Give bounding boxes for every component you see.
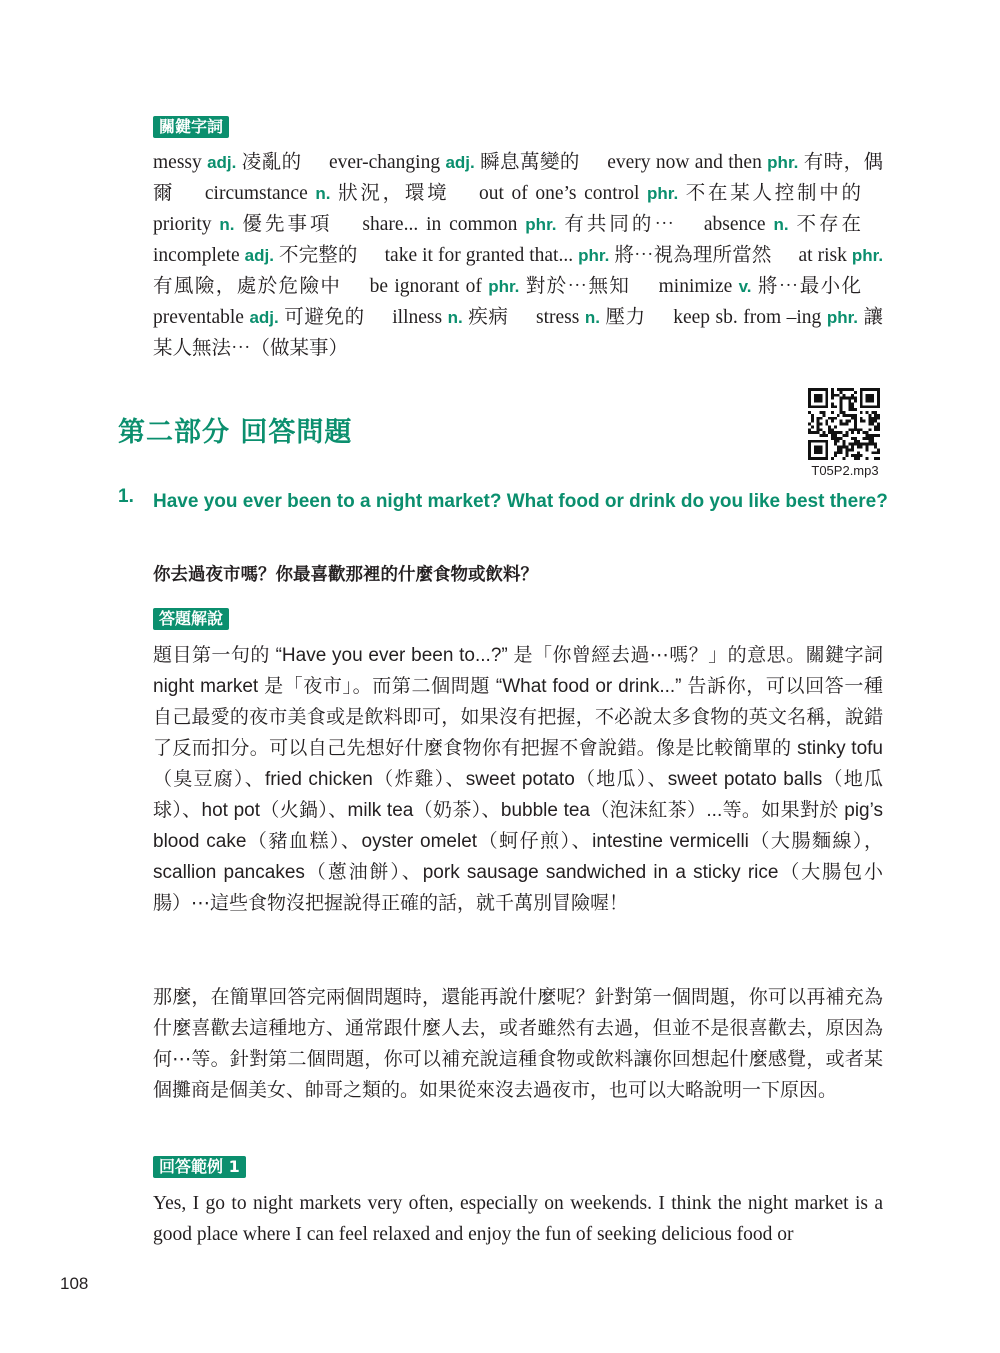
vocab-meaning: 優先事項 — [242, 214, 333, 235]
page-number: 108 — [60, 1274, 89, 1293]
vocab-meaning: 不完整的 — [279, 245, 358, 266]
vocab-part-of-speech: phr. — [578, 246, 610, 265]
vocab-meaning: 狀況，環境 — [338, 183, 450, 204]
vocab-entry — [536, 307, 646, 328]
vocab-part-of-speech: phr. — [767, 153, 799, 172]
vocab-entry — [479, 183, 861, 204]
vocab-word: minimize — [658, 276, 733, 297]
vocabulary-list — [153, 147, 883, 364]
vocab-word: every now and then — [607, 152, 762, 173]
vocab-entry — [205, 183, 449, 204]
vocab-word: keep sb. from –ing — [673, 307, 822, 328]
vocab-part-of-speech: n. — [584, 308, 600, 327]
vocab-word: priority — [153, 214, 212, 235]
vocab-entry — [370, 276, 631, 297]
vocab-entry — [329, 152, 580, 173]
vocab-meaning: 有共同的⋯ — [564, 214, 674, 235]
vocab-entry — [704, 214, 861, 235]
vocab-meaning: 對於⋯無知 — [525, 276, 631, 297]
keywords-label: 關鍵字詞 — [153, 116, 229, 138]
vocab-word: ever-changing — [328, 152, 441, 173]
sample-answer-text: Yes, I go to night markets very often, especially on weekends. I think the night market is a good place where I can feel relaxed and enjoy the fun of seeking delicious food or — [153, 1193, 883, 1245]
vocab-word: messy — [153, 152, 202, 173]
vocab-part-of-speech: phr. — [488, 277, 520, 296]
vocab-meaning: 有時，偶爾 — [153, 152, 884, 204]
vocab-meaning: 可避免的 — [284, 307, 365, 328]
vocab-meaning: 不在某人控制中的 — [685, 183, 862, 204]
vocab-word: be ignorant of — [369, 276, 482, 297]
vocab-meaning: 疾病 — [468, 307, 509, 328]
vocab-entry — [385, 245, 772, 266]
qr-code-icon[interactable] — [808, 388, 880, 460]
vocab-part-of-speech: adj. — [207, 153, 237, 172]
vocab-meaning: 凌亂的 — [241, 152, 302, 173]
vocab-entry — [392, 307, 508, 328]
vocab-entry — [362, 214, 674, 235]
vocab-meaning: 將⋯最小化 — [757, 276, 862, 297]
vocab-word: stress — [535, 307, 580, 328]
vocab-part-of-speech: n. — [315, 184, 331, 203]
vocab-part-of-speech: n. — [447, 308, 463, 327]
explanation-paragraph-1: 題目第一句的 “Have you ever been to...?” 是「你曾經去過⋯嗎？」的意思。關鍵字詞 night market 是「夜市」。而第二個問題 “What food or drink...” 告訴你，可以回答一種自己最愛的夜市美食或是飲料即可，如果沒有把握，不必說太多食物的英文名稱，說錯了反而扣分。可以自己先想好什麼食物你有把握不會說錯。像是比較簡單的 stinky tofu（臭豆腐）、fried chicken（炸雞）、sweet potato（地瓜）、sweet potato balls（地瓜球）、hot pot（火鍋）、milk tea（奶茶）、bubble tea（泡沫紅茶）...等。如果對於 pig’s blood cake（豬血糕）、oyster omelet（蚵仔煎）、intestine vermicelli（大腸麵線），scallion pancakes（蔥油餅）、pork sausage sandwiched in a sticky rice（大腸包小腸）⋯這些食物沒把握說得正確的話，就千萬別冒險喔！ — [153, 645, 883, 914]
vocab-meaning: 不存在 — [796, 214, 862, 235]
vocab-word: at risk — [798, 245, 847, 266]
vocab-word: share... in common — [362, 214, 518, 235]
vocab-part-of-speech: n. — [773, 215, 789, 234]
vocab-meaning: 讓某人無法⋯（做某事） — [153, 307, 883, 359]
vocab-meaning: 壓力 — [605, 307, 646, 328]
vocab-entry — [659, 276, 861, 297]
vocab-part-of-speech: phr. — [826, 308, 858, 327]
vocab-word: out of one’s control — [478, 183, 640, 204]
explanation-paragraph-2: 那麼，在簡單回答完兩個問題時，還能再說什麼呢？針對第一個問題，你可以再補充為什麼喜歡去這種地方、通常跟什麼人去，或者雖然有去過，但並不是很喜歡去，原因為何⋯等。針對第二個問題，你可以補充說這種食物或飲料讓你回想起什麼感覺，或者某個攤商是個美女、帥哥之類的。如果從來沒去過夜市，也可以大略說明一下原因。 — [153, 987, 883, 1101]
vocab-word: illness — [392, 307, 443, 328]
question-number: 1. — [118, 486, 134, 507]
vocab-part-of-speech: n. — [219, 215, 235, 234]
question-text-zh: 你去過夜市嗎？你最喜歡那裡的什麼食物或飲料？ — [153, 565, 538, 585]
question-text-en: Have you ever been to a night market? What food or drink do you like best there? — [153, 491, 888, 512]
vocab-meaning: 有風險，處於危險中 — [153, 276, 342, 297]
vocab-word: circumstance — [204, 183, 308, 204]
vocab-word: incomplete — [153, 245, 240, 266]
vocab-entry — [153, 245, 358, 266]
audio-filename: T05P2.mp3 — [811, 463, 879, 478]
sample-answer-label: 回答範例 1 — [153, 1156, 246, 1178]
vocab-word: preventable — [153, 307, 244, 328]
vocab-part-of-speech: phr. — [851, 246, 884, 265]
explanation-label: 答題解說 — [153, 608, 229, 630]
vocab-part-of-speech: phr. — [647, 184, 679, 203]
vocab-entry — [153, 214, 333, 235]
vocab-part-of-speech: phr. — [525, 215, 557, 234]
vocab-part-of-speech: adj. — [445, 153, 475, 172]
vocab-entry — [153, 307, 365, 328]
vocab-part-of-speech: v. — [738, 277, 752, 296]
vocab-entry — [153, 152, 302, 173]
vocab-word: absence — [703, 214, 766, 235]
vocab-meaning: 瞬息萬變的 — [480, 152, 580, 173]
section-title: 第二部分 回答問題 — [118, 417, 353, 448]
vocab-part-of-speech: adj. — [249, 308, 279, 327]
vocab-word: take it for granted that... — [384, 245, 574, 266]
vocab-meaning: 將⋯視為理所當然 — [614, 245, 772, 266]
vocab-part-of-speech: adj. — [244, 246, 274, 265]
